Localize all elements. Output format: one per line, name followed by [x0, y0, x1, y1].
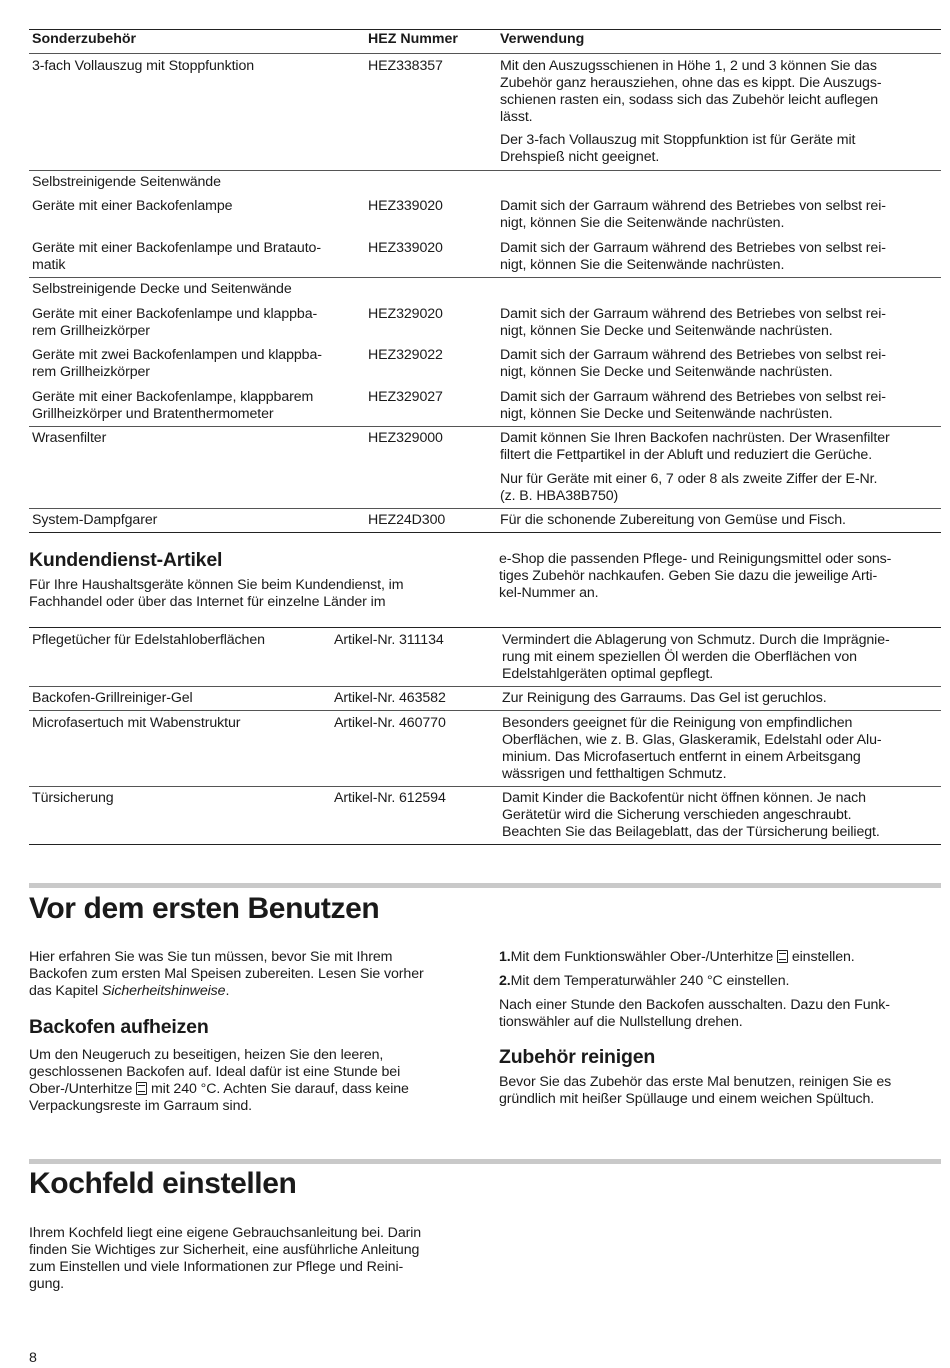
table-row-label: Geräte mit einer Backofenlampe	[32, 198, 233, 214]
table-row-number: HEZ24D300	[368, 512, 446, 528]
table-row-label: Geräte mit einer Backofenlampe und klappba- rem Grillheizkörper	[32, 306, 318, 339]
table-row-text: Zur Reinigung des Garraums. Das Gel ist geruchlos.	[502, 690, 827, 706]
kundendienst-heading: Kundendienst-Artikel	[29, 549, 223, 571]
heading-zubehoer-reinigen: Zubehör reinigen	[499, 1046, 656, 1068]
table-row-group-label: Selbstreinigende Decke und Seitenwände	[32, 281, 292, 297]
table-row-article-number: Artikel-Nr. 612594	[334, 790, 446, 806]
table-row-text: Damit sich der Garraum während des Betriebes von selbst rei- nigt, können Sie Decke und Seitenwände nachrüsten.	[500, 389, 886, 422]
step-1: 1.Mit dem Funktionswähler Ober-/Unterhitze einstellen.	[499, 949, 855, 965]
table-row-article-number: Artikel-Nr. 463582	[334, 690, 446, 706]
table-row-text: Mit den Auszugsschienen in Höhe 1, 2 und 3 können Sie das Zubehör ganz herausziehen, ohne das es kippt. Die Auszugs- schienen rasten ein, sodass sich das Zubehör leicht auflegen lässt.	[500, 58, 882, 125]
table-row-label: Türsicherung	[32, 790, 114, 806]
table2-top-rule	[29, 627, 941, 628]
table1-bottom-rule	[29, 532, 941, 533]
table1-header-sonderzubehoer: Sonderzubehör	[32, 31, 137, 47]
after-steps-text: Nach einer Stunde den Backofen ausschalten. Dazu den Funk- tionswähler auf die Nullstellung drehen.	[499, 997, 890, 1030]
table-row-number: HEZ338357	[368, 58, 443, 74]
heading-backofen-aufheizen: Backofen aufheizen	[29, 1016, 209, 1038]
kundendienst-text-right: e-Shop die passenden Pflege- und Reinigungsmittel oder sons- tiges Zubehör nachkaufen. Geben Sie dazu die jeweilige Arti- kel-Nummer an.	[499, 551, 892, 601]
table-row-number: HEZ339020	[368, 240, 443, 256]
table-row-text: Vermindert die Ablagerung von Schmutz. Durch die Imprägnie- rung mit einem speziellen Öl werden die Oberflächen von Edelstahlgeräten optimal gepflegt.	[502, 632, 890, 682]
table-row-number: HEZ339020	[368, 198, 443, 214]
table-row-label: Microfasertuch mit Wabenstruktur	[32, 715, 241, 731]
row-rule	[29, 277, 941, 278]
row-rule	[29, 786, 941, 787]
table-row-number: HEZ329000	[368, 430, 443, 446]
kundendienst-text-left: Für Ihre Haushaltsgeräte können Sie beim Kundendienst, im Fachhandel oder über das Internet für einzelne Länder im	[29, 577, 404, 610]
table-row-article-number: Artikel-Nr. 311134	[334, 632, 444, 648]
table-row-text: Damit sich der Garraum während des Betriebes von selbst rei- nigt, können Sie die Seitenwände nachrüsten.	[500, 198, 886, 231]
table-row-number: HEZ329027	[368, 389, 443, 405]
table-row-number: HEZ329022	[368, 347, 443, 363]
table-row-label: Wrasenfilter	[32, 430, 107, 446]
table-row-text: Damit Kinder die Backofentür nicht öffnen können. Je nach Gerätetür wird die Sicherung verschieden angeschraubt. Beachten Sie das Beilageblatt, das der Türsicherung beiliegt.	[502, 790, 880, 840]
row-rule	[29, 710, 941, 711]
ober-unterhitze-icon	[136, 1082, 147, 1095]
table1-top-rule	[29, 29, 941, 30]
page-number: 8	[29, 1350, 37, 1366]
table-row-label: Geräte mit einer Backofenlampe und Bratauto- matik	[32, 240, 321, 273]
table-row-group-label: Selbstreinigende Seitenwände	[32, 174, 221, 190]
table-row-label: Geräte mit zwei Backofenlampen und klappba- rem Grillheizkörper	[32, 347, 322, 380]
table-row-text: Damit können Sie Ihren Backofen nachrüsten. Der Wrasenfilter filtert die Fettpartikel in der Abluft und reduziert die Gerüche.	[500, 430, 890, 463]
table-row-note: Der 3-fach Vollauszug mit Stoppfunktion ist für Geräte mit Drehspieß nicht geeignet.	[500, 132, 856, 165]
row-rule	[29, 170, 941, 171]
kochfeld-text: Ihrem Kochfeld liegt eine eigene Gebrauchsanleitung bei. Darin finden Sie Wichtiges zur Sicherheit, eine ausführliche Anleitung zum Einstellen und viele Informationen zur Pflege und Reini- gung.	[29, 1225, 422, 1292]
table2-bottom-rule	[29, 844, 941, 845]
row-rule	[29, 426, 941, 427]
zubehoer-text: Bevor Sie das Zubehör das erste Mal benutzen, reinigen Sie es gründlich mit heißer Spüllauge und einem weichen Spültuch.	[499, 1074, 892, 1107]
table-row-text: Damit sich der Garraum während des Betriebes von selbst rei- nigt, können Sie Decke und Seitenwände nachrüsten.	[500, 347, 886, 380]
section-band	[29, 1159, 941, 1164]
section-title-kochfeld-einstellen: Kochfeld einstellen	[29, 1167, 297, 1200]
table-row-number: HEZ329020	[368, 306, 443, 322]
table-row-article-number: Artikel-Nr. 460770	[334, 715, 446, 731]
section-title-vor-dem-ersten-benutzen: Vor dem ersten Benutzen	[29, 892, 380, 925]
table1-header-rule	[29, 53, 941, 54]
table1-header-verwendung: Verwendung	[500, 31, 585, 47]
table-row-label: 3-fach Vollauszug mit Stoppfunktion	[32, 58, 255, 74]
table1-header-hez-nummer: HEZ Nummer	[368, 31, 458, 47]
ober-unterhitze-icon	[777, 950, 788, 963]
table-row-note: Nur für Geräte mit einer 6, 7 oder 8 als zweite Ziffer der E-Nr. (z. B. HBA38B750)	[500, 471, 878, 504]
table-row-label: System-Dampfgarer	[32, 512, 158, 528]
vor-intro: Hier erfahren Sie was Sie tun müssen, bevor Sie mit Ihrem Backofen zum ersten Mal Speisen zubereiten. Lesen Sie vorher das Kapitel Sicherheitshinweise.	[29, 949, 424, 999]
aufheizen-text: Um den Neugeruch zu beseitigen, heizen Sie den leeren, geschlossenen Backofen auf. Ideal dafür ist eine Stunde bei Ober-/Unterhitze mit 240 °C. Achten Sie darauf, dass keine Verpackungsreste im Garraum sind.	[29, 1047, 409, 1114]
step-2: 2.Mit dem Temperaturwähler 240 °C einstellen.	[499, 973, 790, 989]
table-row-label: Geräte mit einer Backofenlampe, klappbarem Grillheizkörper und Bratenthermometer	[32, 389, 314, 422]
section-band	[29, 883, 941, 888]
table-row-label: Backofen-Grillreiniger-Gel	[32, 690, 193, 706]
table-row-text: Damit sich der Garraum während des Betriebes von selbst rei- nigt, können Sie die Seitenwände nachrüsten.	[500, 240, 886, 273]
row-rule	[29, 508, 941, 509]
table-row-text: Besonders geeignet für die Reinigung von empfindlichen Oberflächen, wie z. B. Glas, Glaskeramik, Edelstahl oder Alu- minium. Das Microfasertuch entfernt in einem Arbeitsgang wässrigen und fetthaltigen Schmutz.	[502, 715, 882, 782]
table-row-label: Pflegetücher für Edelstahloberflächen	[32, 632, 265, 648]
table-row-text: Damit sich der Garraum während des Betriebes von selbst rei- nigt, können Sie Decke und Seitenwände nachrüsten.	[500, 306, 886, 339]
table-row-text: Für die schonende Zubereitung von Gemüse und Fisch.	[500, 512, 846, 528]
row-rule	[29, 686, 941, 687]
